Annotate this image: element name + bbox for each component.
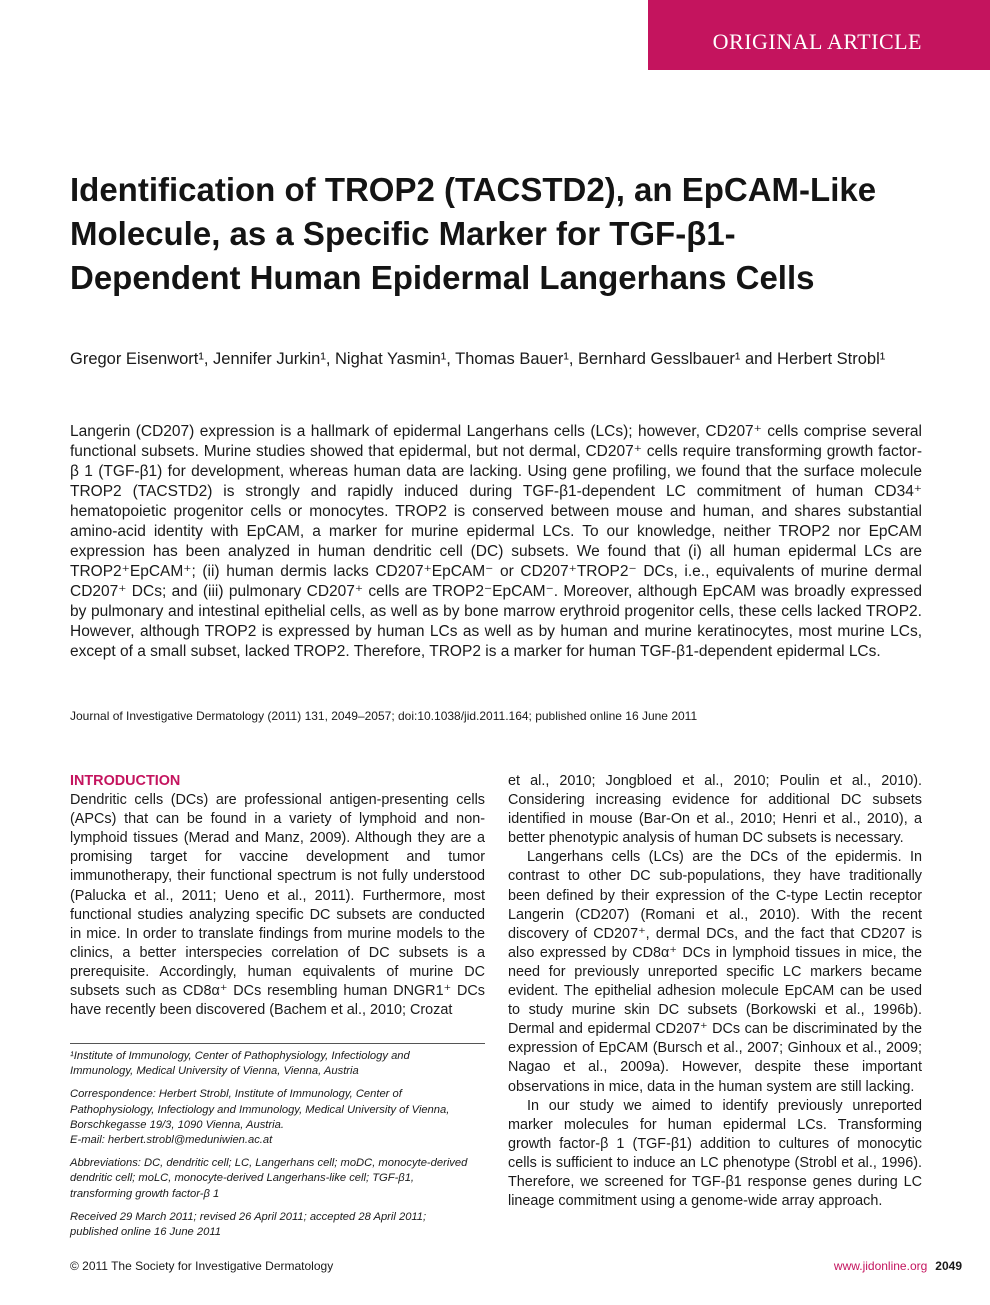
intro-paragraph-1-continued: et al., 2010; Jongbloed et al., 2010; Poulin et al., 2010). Considering increasing evidence for additional DC subsets identified in mouse (Bar-On et al., 2010; Henri et al., 2010), a better phenotypic analysis of human DC subsets is necessary.	[508, 773, 922, 847]
affiliation-note: ¹Institute of Immunology, Center of Pathophysiology, Infectiology and Immunology, Medical University of Vienna, Vienna, Austria	[70, 1050, 410, 1078]
correspondence-note: Correspondence: Herbert Strobl, Institute of Immunology, Center of Pathophysiology, Infectiology and Immunology, Medical University of Vienna, Borschkegasse 19/3, 1090 Vienna, Austria.	[70, 1088, 450, 1131]
footnotes	[70, 1049, 470, 1248]
dates-note: Received 29 March 2011; revised 26 April 2011; accepted 28 April 2011; published online 16 June 2011	[70, 1210, 427, 1239]
footnote-divider	[70, 1043, 485, 1044]
article-title: Identification of TROP2 (TACSTD2), an EpCAM-Like Molecule, as a Specific Marker for TGF-β1-Dependent Human Epidermal Langerhans Cells	[70, 171, 877, 296]
intro-paragraph-1: Dendritic cells (DCs) are professional antigen-presenting cells (APCs) that can be found in a variety of lymphoid and non-lymphoid tissues (Merad and Manz, 2009). Although they are a promising target for vaccine development and tumor immunotherapy, their functional spectrum is not fully understood (Palucka et al., 2011; Ueno et al., 2011). Furthermore, most functional studies analyzing specific DC subsets are conducted in mice. In order to translate findings from murine models to the clinics, a better interspecies correlation of DC subsets is a prerequisite. Accordingly, human equivalents of murine DC subsets such as CD8α⁺ DCs resembling human DNGR1⁺ DCs have recently been discovered (Bachem et al., 2010; Crozat	[70, 792, 485, 1019]
abbreviations-note: Abbreviations: DC, dendritic cell; LC, Langerhans cell; moDC, monocyte-derived dendritic cell; moLC, monocyte-derived Langerhans-like cell; TGF-β1, transforming growth factor-β 1	[70, 1157, 468, 1200]
author-list: Gregor Eisenwort¹, Jennifer Jurkin¹, Nighat Yasmin¹, Thomas Bauer¹, Bernhard Gesslbauer¹ and Herbert Strobl¹	[70, 350, 886, 368]
article-type-label: ORIGINAL ARTICLE	[712, 29, 922, 54]
page-footer	[834, 1259, 962, 1273]
page-number: 2049	[935, 1259, 962, 1273]
copyright-footer: © 2011 The Society for Investigative Dermatology	[70, 1259, 334, 1273]
article-type-banner	[648, 0, 990, 70]
intro-paragraph-2: Langerhans cells (LCs) are the DCs of the epidermis. In contrast to other DC sub-populations, they have traditionally been defined by their expression of the C-type Lectin receptor Langerin (CD207) (Romani et al., 2010). With the recent discovery of CD207⁺, dermal DCs, and the fact that CD207 is also expressed by CD8α⁺ DCs in lymphoid tissues in mice, the need for previously unreported specific LC markers became evident. The epithelial adhesion molecule EpCAM can be used to study murine skin DC subsets (Borkowski et al., 1996b). Dermal and epidermal CD207⁺ DCs can be discriminated by the expression of EpCAM (Bursch et al., 2007; Ginhoux et al., 2009; Nagao et al., 2009a). However, despite these important observations in mice, data in the human system are still lacking.	[508, 849, 922, 1095]
right-column	[508, 772, 922, 1211]
abstract: Langerin (CD207) expression is a hallmark of epidermal Langerhans cells (LCs); however, CD207⁺ cells comprise several functional subsets. Murine studies showed that epidermal, but not dermal, CD207⁺ cells require transforming growth factor-β 1 (TGF-β1) for development, whereas human data are lacking. Using gene profiling, we found that the surface molecule TROP2 (TACSTD2) is strongly and rapidly induced during TGF-β1-dependent LC commitment of human CD34⁺ hematopoietic progenitor cells or monocytes. TROP2 is conserved between mouse and human, and shares substantial amino-acid identity with EpCAM, a marker for murine epidermal LCs. To our knowledge, neither TROP2 nor EpCAM expression has been analyzed in human dendritic cell (DC) subsets. We found that (i) all human epidermal LCs are TROP2⁺EpCAM⁺; (ii) human dermis lacks CD207⁺EpCAM⁻ or CD207⁺TROP2⁻ DCs, i.e., equivalents of murine dermal CD207⁺ DCs; and (iii) pulmonary CD207⁺ cells are TROP2⁻EpCAM⁻. Moreover, although EpCAM was broadly expressed by pulmonary and intestinal epithelial cells, as well as by bone marrow erythroid progenitor cells, these cells lacked TROP2. However, although TROP2 is expressed by human LCs as well as by human and murine keratinocytes, most murine LCs, except of a small subset, lacked TROP2. Therefore, TROP2 is a marker for human TGF-β1-dependent epidermal LCs.	[70, 423, 922, 660]
email-note: E-mail: herbert.strobl@meduniwien.ac.at	[70, 1134, 273, 1147]
left-column	[70, 772, 485, 1020]
intro-paragraph-3: In our study we aimed to identify previously unreported marker molecules for human epidermal LCs. Transforming growth factor-β 1 (TGF-β1) addition to cultures of monocytic cells is sufficient to induce an LC phenotype (Strobl et al., 1996). Therefore, we screened for TGF-β1 response genes during LC lineage commitment using a genome-wide array approach.	[508, 1097, 922, 1210]
journal-citation: Journal of Investigative Dermatology (2011) 131, 2049–2057; doi:10.1038/jid.2011.164; published online 16 June 2011	[70, 709, 698, 723]
journal-url-link[interactable]: www.jidonline.org	[833, 1259, 928, 1273]
section-heading-introduction: INTRODUCTION	[70, 773, 181, 789]
